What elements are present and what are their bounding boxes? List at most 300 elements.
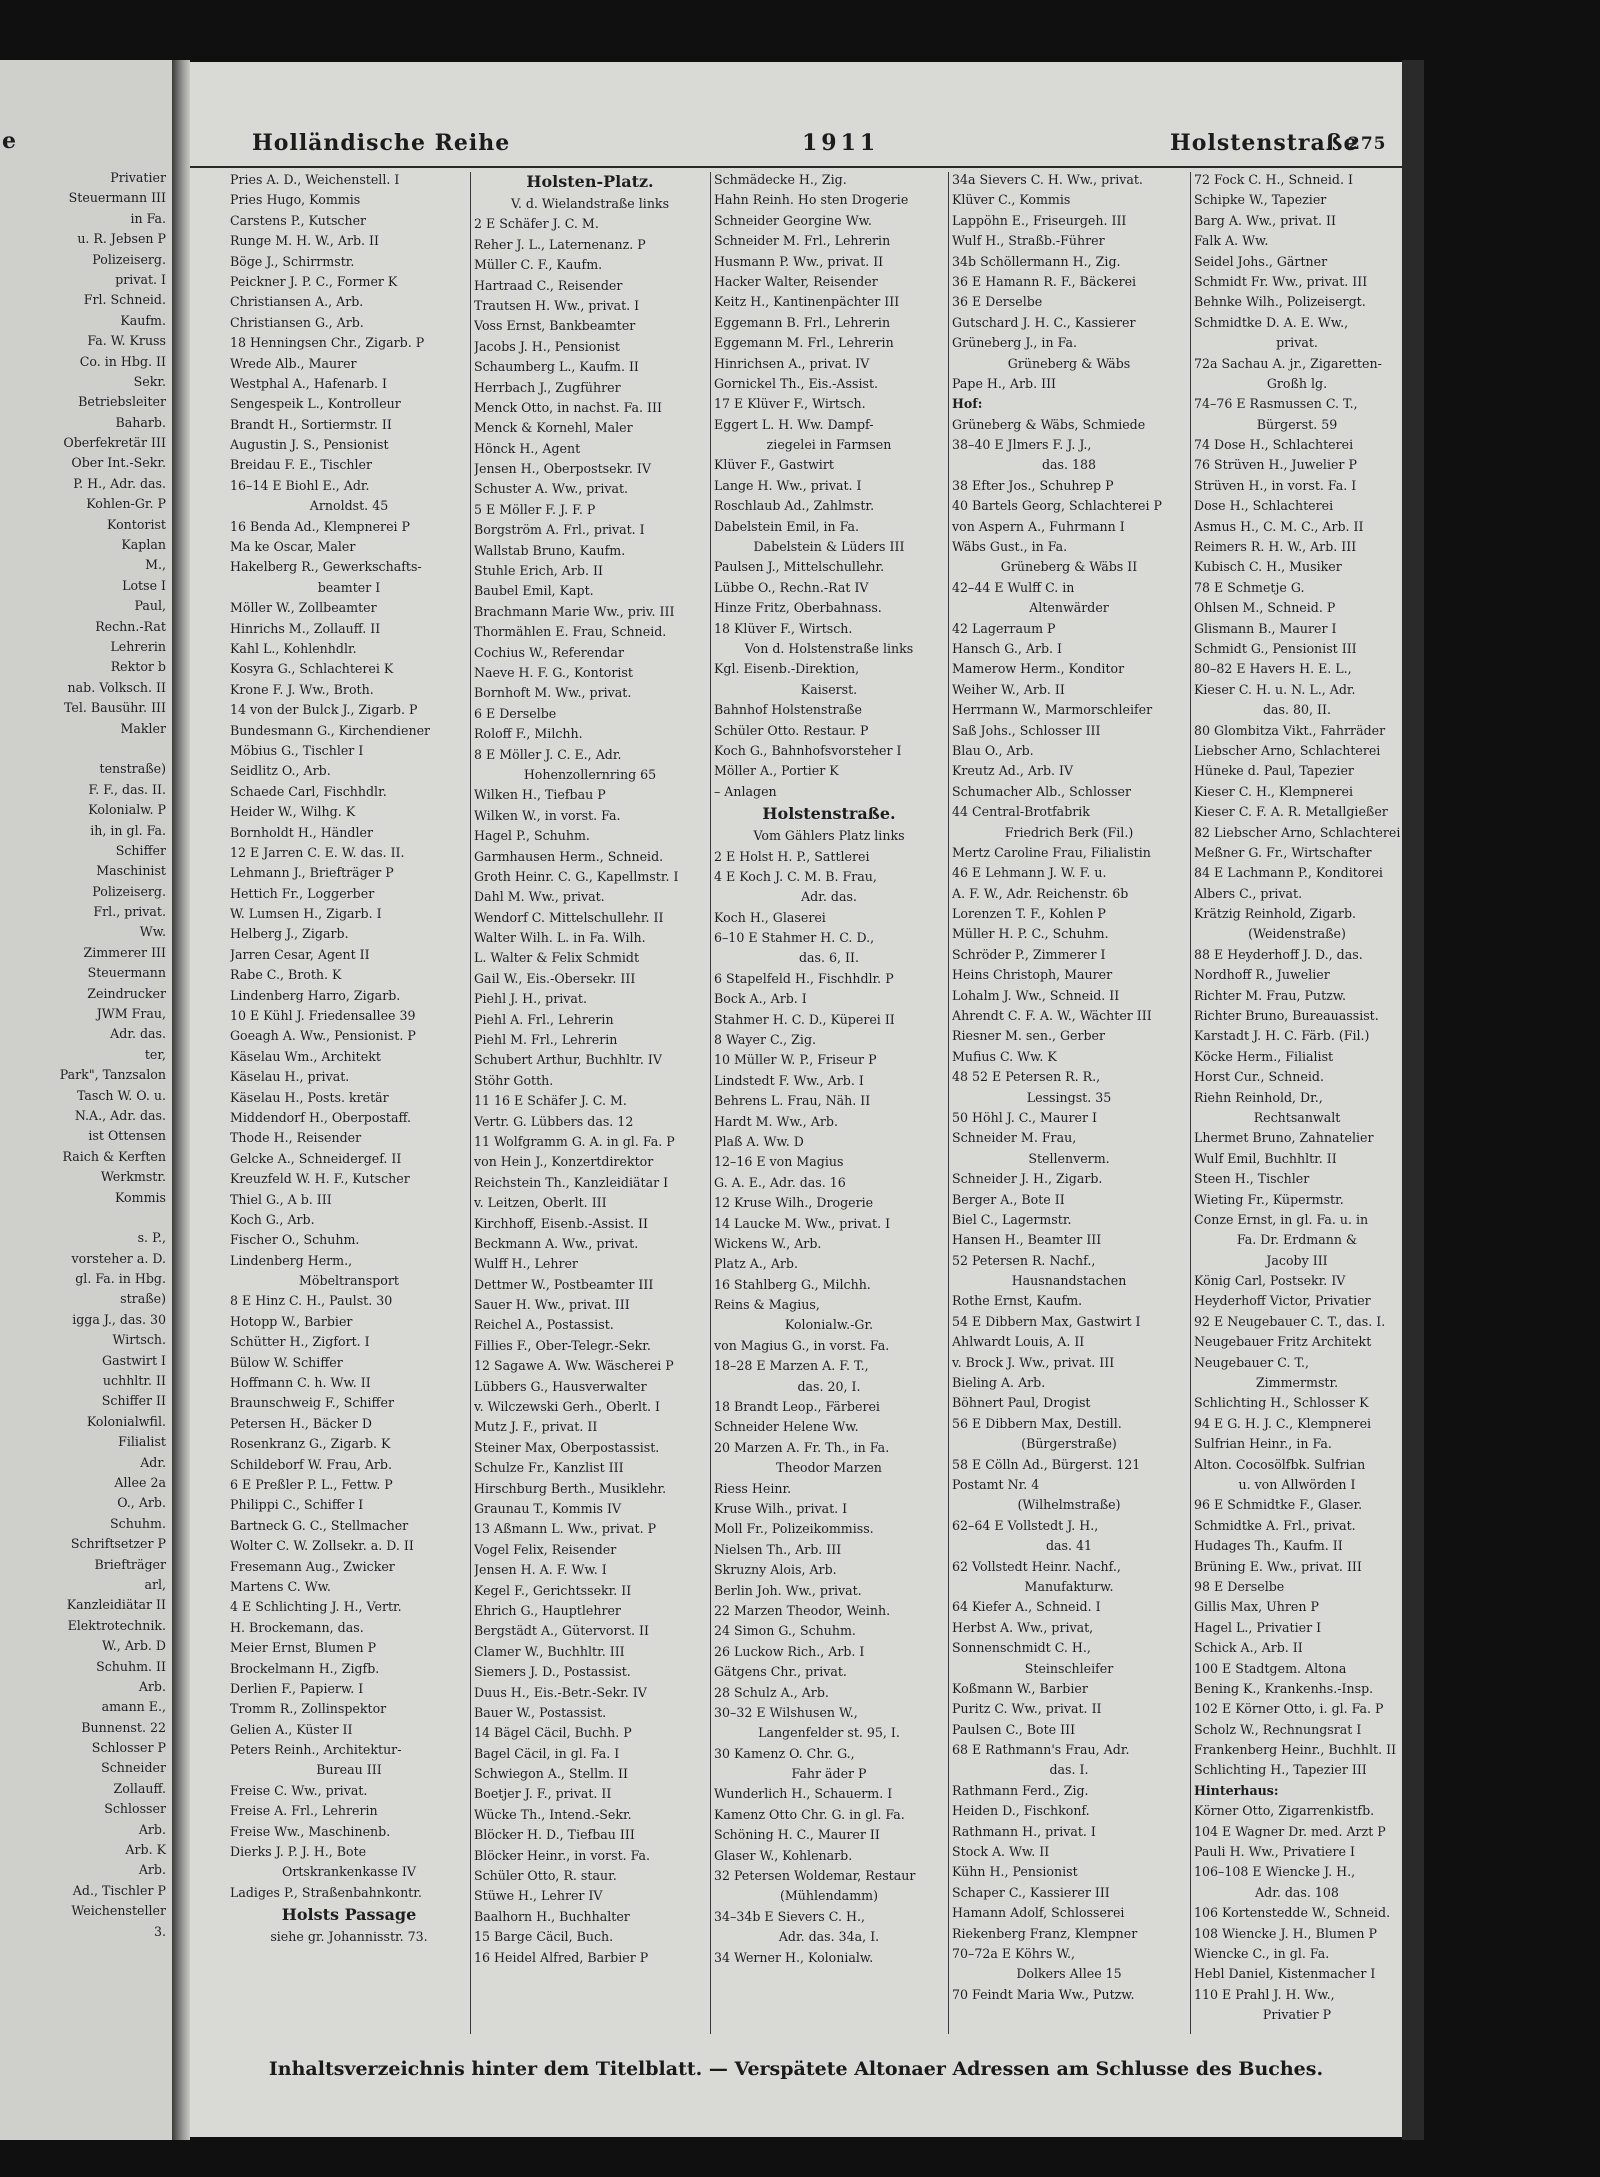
facing-page-entry: F. F., das. II. [88,781,166,797]
directory-entry: Schildeborf W. Frau, Arb. [230,1456,393,1472]
directory-entry: Rothe Ernst, Kaufm. [952,1293,1083,1309]
facing-page-entry: Polizeiserg. [92,883,166,899]
directory-entry: Lehmann J., Briefträger P [230,865,394,881]
facing-page-entry: Schlosser P [91,1740,166,1756]
directory-entry: Lorenzen T. F., Kohlen P [952,906,1106,922]
directory-entry: 82 Liebscher Arno, Schlachterei [1194,824,1400,840]
directory-entry: Blau O., Arb. [952,742,1034,758]
directory-entry: Schubert Arthur, Buchhltr. IV [474,1052,662,1068]
directory-entry: Trautsen H. Ww., privat. I [474,297,640,313]
directory-entry: Jensen H., Oberpostsekr. IV [474,461,651,477]
directory-entry: 100 E Stadtgem. Altona [1194,1660,1347,1676]
directory-entry: Heyderhoff Victor, Privatier [1194,1293,1371,1309]
facing-page-entry: Zeindrucker [87,985,166,1001]
directory-entry: Philippi C., Schiffer I [230,1497,364,1513]
directory-entry: Schüler Otto, R. staur. [474,1868,617,1884]
directory-entry: Siemers J. D., Postassist. [474,1664,631,1680]
directory-entry: 34b Schöllermann H., Zig. [952,253,1121,269]
directory-entry: das. 41 [1045,1538,1093,1554]
header-rule [190,166,1402,168]
directory-entry: Manufakturw. [1024,1578,1114,1594]
directory-entry: Lessingst. 35 [1026,1089,1112,1105]
directory-entry: Postamt Nr. 4 [952,1477,1040,1492]
directory-entry: Bergstädt A., Gütervorst. II [474,1623,649,1639]
facing-page-entry: Steuermann [87,965,166,981]
directory-entry: Mamerow Herm., Konditor [952,661,1125,677]
facing-page-entry: Ww. [139,924,166,940]
directory-entry: Hartraad C., Reisender [474,277,623,293]
directory-entry: 106 Kortenstedde W., Schneid. [1194,1905,1391,1921]
column-2 [474,170,706,1968]
directory-entry: Wolter C. W. Zollsekr. a. D. II [230,1538,414,1554]
directory-entry: Karstadt J. H. C. Färb. (Fil.) [1194,1028,1370,1044]
directory-entry: 6 E Derselbe [474,705,557,721]
directory-entry: Hausnandstachen [1011,1273,1127,1289]
directory-entry: Theodor Marzen [776,1460,882,1476]
directory-entry: Hohenzollernring 65 [523,766,657,782]
directory-entry: 92 E Neugebauer C. T., das. I. [1194,1313,1386,1329]
directory-entry: Hof: [952,396,983,412]
facing-page-entry: Kolonialwfil. [86,1413,166,1429]
directory-entry: Dierks J. P. J. H., Bote [230,1844,367,1860]
facing-page-entry [0,1208,172,1228]
directory-entry: Schmidt Fr. Ww., privat. III [1194,273,1368,289]
directory-entry: Schlichting H., Schlosser K [1194,1395,1369,1411]
column-rule [470,172,471,2034]
directory-entry: Wickens W., Arb. [714,1235,822,1251]
directory-entry: Ma ke Oscar, Maler [230,539,356,555]
directory-entry: Schmidtke A. Frl., privat. [1194,1517,1356,1533]
directory-entry: Roloff F., Milchh. [474,726,583,742]
facing-page-entry: O., Arb. [117,1495,166,1511]
directory-entry: Runge M. H. W., Arb. II [230,233,379,249]
directory-entry: Kirchhoff, Eisenb.-Assist. II [474,1215,648,1231]
directory-entry: Kieser C. H. u. N. L., Adr. [1194,681,1356,697]
directory-entry: Reher J. L., Laternenanz. P [474,236,646,252]
directory-entry: Borgström A. Frl., privat. I [474,522,645,538]
directory-entry: Ohlsen M., Schneid. P [1194,600,1336,616]
directory-entry: 34–34b E Sievers C. H., [714,1908,865,1924]
directory-entry: Wieting Fr., Küpermstr. [1194,1191,1344,1207]
directory-entry: Kegel F., Gerichtssekr. II [474,1582,632,1598]
column-rule [948,172,949,2034]
facing-page-entry: Lotse I [122,577,166,593]
directory-entry: Kamenz Otto Chr. G. in gl. Fa. [714,1806,905,1822]
directory-entry: Schick A., Arb. II [1194,1640,1303,1656]
directory-entry: Fa. Dr. Erdmann & [1236,1232,1358,1248]
facing-page-entry: Privatier [110,170,166,185]
directory-entry: Schulze Fr., Kanzlist III [474,1460,624,1476]
directory-entry: Bartneck G. C., Stellmacher [230,1517,409,1533]
directory-entry: 40 Bartels Georg, Schlachterei P [952,498,1162,514]
directory-entry: Pauli H. Ww., Privatiere I [1194,1844,1355,1860]
directory-entry: Kubisch C. H., Musiker [1194,559,1342,575]
directory-entry: Berlin Joh. Ww., privat. [714,1582,862,1598]
directory-entry: Glismann B., Maurer I [1194,620,1337,636]
directory-entry: Brandt H., Sortiermstr. II [230,416,392,432]
directory-entry: 14 Laucke M. Ww., privat. I [714,1215,891,1231]
directory-entry: Riess Heinr. [714,1480,792,1496]
footer-note: Inhaltsverzeichnis hinter dem Titelblatt. — Verspätete Altonaer Adressen am Schlusse des Buches. [268,2058,1324,2080]
facing-page-entry: Weichensteller [71,1903,166,1919]
directory-entry: 11 Wolfgramm G. A. in gl. Fa. P [474,1133,675,1149]
directory-entry: Alton. Cocosölfbk. Sulfrian [1194,1456,1366,1472]
directory-entry: Rabe C., Broth. K [230,967,342,983]
facing-page-entry: N.A., Adr. das. [74,1107,166,1123]
directory-entry: 94 E G. H. J. C., Klempnerei [1194,1415,1372,1431]
directory-entry: Kolonialw.-Gr. [784,1317,874,1333]
directory-entry: ziegelei in Farmsen [766,437,892,453]
directory-entry: Beckmann A. Ww., privat. [474,1235,639,1251]
directory-entry: das. 188 [1041,457,1097,473]
directory-entry: Pries Hugo, Kommis [230,192,361,208]
directory-entry: Reimers R. H. W., Arb. III [1194,539,1357,555]
directory-entry: Baalhorn H., Buchhalter [474,1908,630,1924]
directory-entry: Krätzig Reinhold, Zigarb. [1194,906,1357,922]
directory-entry: das. 20, I. [797,1378,861,1394]
facing-page-entry: ter, [144,1046,166,1062]
facing-page-entry: Kanzleidiätar II [66,1597,166,1613]
directory-entry: Zimmermstr. [1255,1375,1339,1391]
directory-entry: Platz A., Arb. [714,1256,798,1272]
facing-page-entry: Ober Int.-Sekr. [71,455,166,471]
directory-entry: 16–14 E Biohl E., Adr. [230,477,370,493]
facing-page-entry: Adr. [140,1454,166,1470]
directory-entry: Jacoby III [1266,1252,1328,1268]
directory-entry: das. 6, II. [798,950,859,966]
directory-entry: 80–82 E Havers H. E. L., [1194,661,1352,677]
directory-entry: 18 Klüver F., Wirtsch. [714,620,853,636]
directory-entry: Freise C. Ww., privat. [230,1782,368,1798]
directory-entry: Gillis Max, Uhren P [1194,1599,1319,1615]
directory-entry: Plaß A. Ww. D [714,1133,804,1149]
directory-entry: Glaser W., Kohlenarb. [714,1847,853,1863]
directory-entry: Schmidtke D. A. E. Ww., [1194,314,1349,330]
facing-page-entry: 3. [153,1923,166,1939]
directory-entry: W. Lumsen H., Zigarb. I [230,906,382,922]
directory-entry: Falk A. Ww. [1194,233,1269,249]
directory-entry: Martens C. Ww. [230,1578,331,1594]
directory-entry: Freise A. Frl., Lehrerin [230,1803,378,1819]
facing-page-entry: Steuermann III [68,190,166,206]
facing-page-entry: Schneider [101,1760,166,1776]
directory-entry: 80 Glombitza Vikt., Fahrräder [1194,722,1386,738]
directory-entry: 44 Central-Brotfabrik [952,804,1090,820]
directory-entry: Wulf H., Straßb.-Führer [952,233,1105,249]
directory-entry: Seidel Johs., Gärtner [1194,253,1328,269]
facing-page-entry: Betriebsleiter [78,394,166,410]
directory-entry: 20 Marzen A. Fr. Th., in Fa. [714,1439,890,1455]
directory-entry: Hotopp W., Barbier [230,1313,353,1329]
directory-entry: Müller H. P. C., Schuhm. [952,926,1109,942]
directory-entry: Koch G., Arb. [230,1211,315,1227]
directory-entry: Von d. Holstenstraße links [744,640,914,656]
directory-entry: Herrmann W., Marmorschleifer [952,702,1153,718]
directory-entry: Dolkers Allee 15 [1016,1966,1122,1982]
directory-entry: Neugebauer C. T., [1194,1354,1310,1370]
directory-entry: Pape H., Arb. III [952,375,1057,391]
directory-entry: Hoffmann C. h. Ww. II [230,1375,371,1391]
facing-page-entry: s. P., [137,1230,166,1246]
facing-page-entry: Tel. Bausühr. III [63,700,166,716]
facing-page-entry: Arb. [138,1862,166,1878]
directory-entry: Schwiegon A., Stellm. II [474,1766,629,1782]
directory-entry: Scholz W., Rechnungsrat I [1194,1721,1362,1737]
directory-entry: 4 E Schlichting J. H., Vertr. [230,1599,402,1615]
directory-entry: Käselau H., privat. [230,1069,350,1085]
directory-entry: Klüver C., Kommis [952,192,1071,208]
directory-entry: Hansch G., Arb. I [952,640,1063,656]
directory-entry: Conze Ernst, in gl. Fa. u. in [1194,1211,1369,1227]
directory-entry: Hahn Reinh. Ho sten Drogerie [714,192,909,208]
directory-entry: Thode H., Reisender [230,1130,362,1146]
directory-entry: Lindenberg Harro, Zigarb. [230,987,401,1003]
directory-entry: Käselau H., Posts. kretär [230,1089,389,1105]
directory-entry: Graunau T., Kommis IV [474,1501,622,1516]
directory-entry: Sonnenschmidt C. H., [952,1640,1091,1656]
directory-entry: Kreuzfeld W. H. F., Kutscher [230,1171,410,1187]
directory-entry: Hinterhaus: [1194,1782,1279,1798]
directory-entry: Richter M. Frau, Putzw. [1194,987,1347,1003]
facing-page-entry: uchhltr. II [102,1373,166,1389]
facing-page-entry: Arb. [138,1678,166,1694]
directory-entry: Körner Otto, Zigarrenkistfb. [1194,1803,1375,1819]
directory-entry: Goeagh A. Ww., Pensionist. P [230,1028,416,1044]
directory-entry: Rosenkranz G., Zigarb. K [230,1436,391,1452]
directory-entry: 54 E Dibbern Max, Gastwirt I [952,1313,1141,1329]
column-rule [1190,172,1191,2034]
directory-entry: Grüneberg & Wäbs, Schmiede [952,416,1146,432]
facing-page-entry: Schiffer [115,842,166,858]
directory-entry: 34 Werner H., Kolonialw. [714,1949,874,1965]
directory-entry: Stahmer H. C. D., Küperei II [714,1011,895,1027]
directory-entry: Schmädecke H., Zig. [714,172,847,187]
directory-entry: Reichel A., Postassist. [474,1317,614,1333]
directory-entry: Voss Ernst, Bankbeamter [474,318,636,334]
directory-entry: 52 Petersen R. Nachf., [952,1252,1096,1268]
directory-entry: 2 E Holst H. P., Sattlerei [714,848,870,864]
directory-entry: 38–40 E Jlmers F. J. J., [952,437,1092,453]
facing-page-entry: straße) [120,1291,166,1307]
directory-entry: Blöcker Heinr., in vorst. Fa. [474,1847,651,1863]
directory-entry: Koch H., Glaserei [714,909,826,925]
directory-entry: 22 Marzen Theodor, Weinh. [714,1602,891,1618]
directory-entry: Sauer H. Ww., privat. III [474,1297,630,1313]
directory-entry: Dahl M. Ww., privat. [474,889,605,905]
directory-entry: von Aspern A., Fuhrmann I [952,518,1125,534]
directory-entry: 16 Stahlberg G., Milchh. [714,1276,871,1292]
directory-entry: 2 E Schäfer J. C. M. [474,216,599,232]
directory-entry: Freise Ww., Maschinenb. [230,1823,391,1839]
directory-entry: Rechtsanwalt [1253,1109,1341,1125]
directory-entry: 78 E Schmetje G. [1194,579,1305,595]
directory-entry: Schröder P., Zimmerer I [952,946,1106,962]
directory-entry: Asmus H., C. M. C., Arb. II [1194,518,1364,534]
directory-entry: Schüler Otto. Restaur. P [714,722,869,738]
directory-entry: Vom Gählers Platz links [753,828,905,844]
directory-entry: Herbst A. Ww., privat, [952,1619,1094,1635]
directory-entry: Schumacher Alb., Schlosser [952,783,1131,799]
directory-entry: (Wilhelmstraße) [1017,1497,1121,1513]
directory-entry: A. F. W., Adr. Reichenstr. 6b [952,885,1129,901]
running-head-year: 1911 [802,130,880,156]
directory-entry: Schuster A. Ww., privat. [474,481,629,497]
directory-entry: Garmhausen Herm., Schneid. [474,848,664,864]
directory-entry: 18 Henningsen Chr., Zigarb. P [230,335,425,351]
facing-page-entry: Gastwirt I [102,1352,166,1368]
directory-entry: (Bürgerstraße) [1021,1436,1117,1452]
directory-page [190,62,1402,2137]
directory-entry: Wallstab Bruno, Kaufm. [474,542,626,558]
directory-entry: Jensen H. A. F. Ww. I [474,1562,607,1578]
facing-page-entry: Schlosser [104,1801,166,1817]
directory-entry: Kreutz Ad., Arb. IV [952,763,1074,779]
directory-entry: das. I. [1049,1762,1089,1778]
directory-entry: Richter Bruno, Bureauassist. [1194,1008,1379,1024]
facing-page-entry: vorsteher a. D. [71,1250,166,1266]
section-heading: Holstenstraße. [762,804,896,824]
directory-entry: Schneider J. H., Zigarb. [952,1171,1103,1187]
directory-entry: Fillies F., Ober-Telegr.-Sekr. [474,1337,651,1353]
directory-entry: Reichstein Th., Kanzleidiätar I [474,1174,669,1190]
facing-page-entry: Frl., privat. [93,904,166,920]
directory-entry: Breidau F. E., Tischler [230,457,372,473]
directory-entry: Hakelberg R., Gewerkschafts- [230,559,422,575]
directory-entry: 12 Sagawe A. Ww. Wäscherei P [474,1358,674,1374]
directory-entry: Dabelstein & Lüders III [753,539,905,555]
directory-entry: Ortskrankenkasse IV [282,1864,416,1880]
directory-entry: Klüver F., Gastwirt [714,457,834,473]
directory-entry: Frankenberg Heinr., Buchhlt. II [1194,1742,1397,1758]
directory-entry: Brachmann Marie Ww., priv. III [474,603,675,619]
directory-entry: Lhermet Bruno, Zahnatelier [1194,1130,1374,1146]
directory-entry: Grüneberg & Wäbs II [1000,559,1138,575]
directory-entry: Wiencke C., in gl. Fa. [1194,1945,1330,1961]
facing-page-entry: Bunnenst. 22 [81,1719,166,1735]
facing-page-entry: Kohlen-Gr. P [86,496,166,512]
directory-entry: 36 E Derselbe [952,294,1043,310]
directory-entry: 98 E Derselbe [1194,1578,1285,1594]
directory-entry: Wendorf C. Mittelschullehr. II [474,909,664,925]
directory-entry: Gelcke A., Schneidergef. II [230,1150,402,1166]
directory-entry: Lohalm J. Ww., Schneid. II [952,987,1120,1003]
directory-entry: Behnke Wilh., Polizeisergt. [1194,294,1366,310]
column-1 [230,170,468,1948]
directory-entry: Strüven H., in vorst. Fa. I [1194,477,1357,493]
facing-page-entry: Rechn.-Rat [95,618,166,634]
directory-entry: Steinschleifer [1024,1660,1114,1676]
directory-entry: Riekenberg Franz, Klempner [952,1925,1138,1941]
directory-entry: Schmidt G., Pensionist III [1194,640,1357,656]
directory-entry: Moll Fr., Polizeikommiss. [714,1521,874,1537]
directory-entry: 12 Kruse Wilh., Drogerie [714,1195,874,1211]
facing-page-entry: gl. Fa. in Hbg. [75,1271,166,1287]
directory-entry: Piehl M. Frl., Lehrerin [474,1032,618,1048]
directory-entry: Gätgens Chr., privat. [714,1664,847,1680]
directory-entry: Adr. das. 108 [1255,1884,1339,1900]
facing-page-entry: Kaplan [121,537,166,553]
column-3 [714,170,944,1968]
facing-page-entry: ist Ottensen [88,1128,166,1144]
directory-entry: Stüwe H., Lehrer IV [474,1888,603,1904]
directory-entry: Paulsen J., Mittelschullehr. [714,559,885,575]
directory-entry: Bieling A. Arb. [952,1375,1046,1391]
facing-page-entry: Kontorist [107,516,166,532]
directory-entry: Langenfelder st. 95, I. [758,1725,900,1741]
directory-entry: Piehl A. Frl., Lehrerin [474,1011,614,1027]
facing-page-entry: Arb. [138,1821,166,1837]
directory-entry: 108 Wiencke J. H., Blumen P [1194,1925,1377,1941]
directory-entry: 12 E Jarren C. E. W. das. II. [230,844,405,860]
directory-entry: Bahnhof Holstenstraße [714,702,862,718]
directory-entry: Schneider Georgine Ww. [714,212,872,228]
directory-entry: Jacobs J. H., Pensionist [474,338,620,354]
facing-page-fragment [0,60,172,2140]
facing-page-entry: Zollauff. [113,1780,166,1796]
facing-page-entry: Arb. K [125,1842,166,1858]
directory-entry: 5 E Möller F. J. F. P [474,501,596,517]
directory-entry: Mufius C. Ww. K [952,1048,1057,1064]
facing-page-entry: in Fa. [130,210,166,226]
directory-entry: 13 Aßmann L. Ww., privat. P [474,1521,657,1537]
directory-entry: Walter Wilh. L. in Fa. Wilh. [474,930,646,946]
directory-entry: Wunderlich H., Schauerm. I [714,1786,893,1802]
facing-page-entry: Makler [120,720,166,736]
directory-entry: 6–10 E Stahmer H. C. D., [714,930,875,946]
column-5 [1194,170,1400,2026]
directory-entry: Lindstedt F. Ww., Arb. I [714,1072,864,1088]
directory-entry: Wücke Th., Intend.-Sekr. [474,1806,632,1822]
directory-entry: Koch G., Bahnhofsvorsteher I [714,742,902,758]
directory-entry: Kahl L., Kohlenhdlr. [230,640,357,656]
directory-entry: Stöhr Gotth. [474,1072,554,1088]
directory-entry: 10 E Kühl J. Friedensallee 39 [230,1008,416,1024]
directory-entry: 56 E Dibbern Max, Destill. [952,1415,1122,1431]
directory-entry: 8 E Hinz C. H., Paulst. 30 [230,1293,393,1309]
directory-entry: Kühn H., Pensionist [952,1864,1078,1880]
facing-page-entry: Co. in Hbg. II [79,353,166,369]
directory-entry: Wulf Emil, Buchhltr. II [1194,1150,1337,1166]
facing-page-entry: arl, [144,1576,166,1592]
directory-entry: Kieser C. F. A. R. Metallgießer [1194,804,1388,820]
directory-entry: Neugebauer Fritz Architekt [1194,1334,1372,1350]
directory-entry: 4 E Koch J. C. M. B. Frau, [714,868,877,884]
directory-entry: 6 Stapelfeld H., Fischhdlr. P [714,970,894,986]
directory-entry: Rathmann H., privat. I [952,1823,1096,1839]
directory-entry: Baubel Emil, Kapt. [474,583,594,599]
facing-page-column [0,168,172,1942]
directory-entry: Dettmer W., Postbeamter III [474,1276,654,1292]
directory-entry: 18 Brandt Leop., Färberei [714,1399,880,1415]
directory-entry: Krone F. J. Ww., Broth. [230,681,374,697]
directory-entry: 74–76 E Rasmussen C. T., [1194,396,1358,412]
directory-entry: Grüneberg & Wäbs [1007,355,1131,371]
directory-entry: Riehn Reinhold, Dr., [1194,1089,1323,1105]
directory-entry: Thiel G., A b. III [230,1191,332,1207]
directory-entry: Keitz H., Kantinenpächter III [714,294,900,310]
book-gutter [172,60,190,2140]
directory-entry: Hansen H., Beamter III [952,1232,1102,1248]
directory-entry: Bornhoft M. Ww., privat. [474,685,632,701]
directory-entry: Grüneberg J., in Fa. [952,335,1077,351]
directory-entry: Bening K., Krankenhs.-Insp. [1194,1680,1374,1696]
directory-entry: Thormählen E. Frau, Schneid. [474,624,667,640]
facing-page-entry: Fa. W. Kruss [87,333,166,349]
facing-page-entry: Filialist [118,1434,166,1450]
facing-page-entry: nab. Volksch. II [67,679,166,695]
directory-entry: Christiansen G., Arb. [230,314,364,330]
directory-entry: Möbius G., Tischler I [230,742,364,758]
